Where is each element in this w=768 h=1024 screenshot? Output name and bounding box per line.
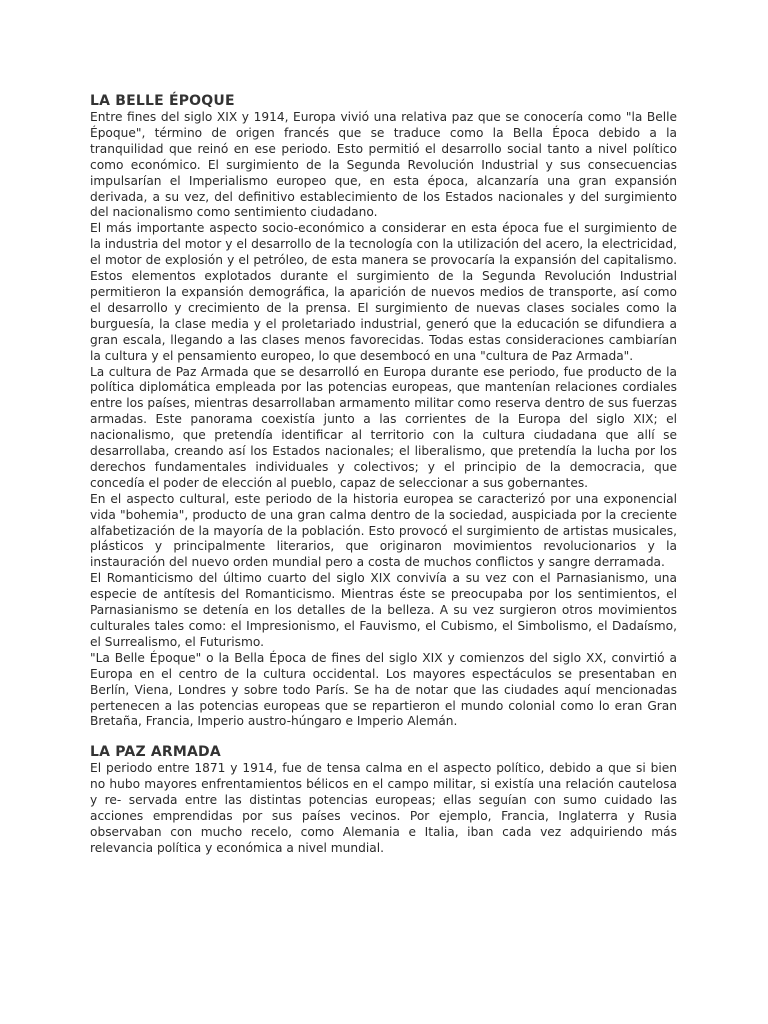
- paragraph: La cultura de Paz Armada que se desarrolló en Europa durante ese periodo, fue producto de la política diplomática empleada por las potencias europeas, que mantenían relaciones cordiales entre los países, mientras desarrollaban armamento militar como reserva dentro de sus fuerzas armadas. Este panorama coexistía junto a las corrientes de la Europa del siglo XIX; el nacionalismo, que pretendía identificar al territorio con la cultura ciudadana que allí se desarrollaba, creando así los Estados nacionales; el liberalismo, que pretendía la lucha por los derechos fundamentales individuales y colectivos; y el principio de la democracia, que concedía el poder de elección al pueblo, capaz de seleccionar a sus gobernantes.: [90, 364, 677, 490]
- paragraph: "La Belle Époque" o la Bella Época de fines del siglo XIX y comienzos del siglo XX, convirtió a Europa en el centro de la cultura occidental. Los mayores espectáculos se presentaban en Berlín, Viena, Londres y sobre todo París. Se ha de notar que las ciudades aquí mencionadas pertenecen a las potencias europeas que se repartieron el mundo colonial como lo eran Gran Bretaña, Francia, Imperio austro-húngaro e Imperio Alemán.: [90, 650, 677, 729]
- section-title: LA BELLE ÉPOQUE: [90, 93, 235, 109]
- paragraph: El periodo entre 1871 y 1914, fue de tensa calma en el aspecto político, debido a que si bien no hubo mayores enfrentamientos bélicos en el campo militar, si existía una relación cautelosa y re- servada entre las distintas potencias europeas; ellas seguían con sumo cuidado las acciones emprendidas por sus países vecinos. Por ejemplo, Francia, Inglaterra y Rusia observaban con mucho recelo, como Alemania e Italia, iban cada vez adquiriendo más relevancia política y económica a nivel mundial.: [90, 761, 677, 855]
- document-page: [90, 92, 677, 857]
- paragraph: El Romanticismo del último cuarto del siglo XIX convivía a su vez con el Parnasianismo, una especie de antítesis del Romanticismo. Mientras éste se preocupaba por los sentimientos, el Parnasianismo se detenía en los detalles de la belleza. A su vez surgieron otros movimientos culturales tales como: el Impresionismo, el Fauvismo, el Cubismo, el Simbolismo, el Dadaísmo, el Surrealismo, el Futurismo.: [90, 571, 677, 649]
- section-belle-epoque: [90, 92, 677, 730]
- section-title: LA PAZ ARMADA: [90, 744, 221, 761]
- paragraph: En el aspecto cultural, este periodo de la historia europea se caracterizó por una exponencial vida "bohemia", producto de una gran calma dentro de la sociedad, auspiciada por la creciente alfabetización de la mayoría de la población. Esto provocó el surgimiento de artistas musicales, plásticos y principalmente literarios, que originaron movimientos revolucionarios y la instauración del nuevo orden mundial pero a costa de muchos conflictos y sangre derramada.: [90, 491, 677, 570]
- section-paz-armada: [90, 743, 677, 856]
- paragraph: Entre fines del siglo XIX y 1914, Europa vivió una relativa paz que se conocería como "la Belle Époque", término de origen francés que se traduce como la Bella Época debido a la tranquilidad que reinó en ese periodo. Esto permitió el desarrollo social tanto a nivel político como económico. El surgimiento de la Segunda Revolución Industrial y sus consecuencias impulsarían el Imperialismo europeo que, en esta época, alcanzaría una gran expansión derivada, a su vez, del definitivo establecimiento de los Estados nacionales y del surgimiento del nacionalismo como sentimiento ciudadano.: [90, 110, 677, 220]
- paragraph: El más importante aspecto socio-económico a considerar en esta época fue el surgimiento de la industria del motor y el desarrollo de la tecnología con la utilización del acero, la electricidad, el motor de explosión y el petróleo, de esta manera se provocaría la expansión del capitalismo. Estos elementos explotados durante el surgimiento de la Segunda Revolución Industrial permitieron la expansión demográfica, la aparición de nuevos medios de transporte, así como el desarrollo y crecimiento de la prensa. El surgimiento de nuevas clases sociales como la burguesía, la clase media y el proletariado industrial, generó que la educación se difundiera a gran escala, llegando a las clases menos favorecidas. Todas estas consideraciones cambiarían la cultura y el pensamiento europeo, lo que desembocó en una "cultura de Paz Armada".: [90, 221, 677, 363]
